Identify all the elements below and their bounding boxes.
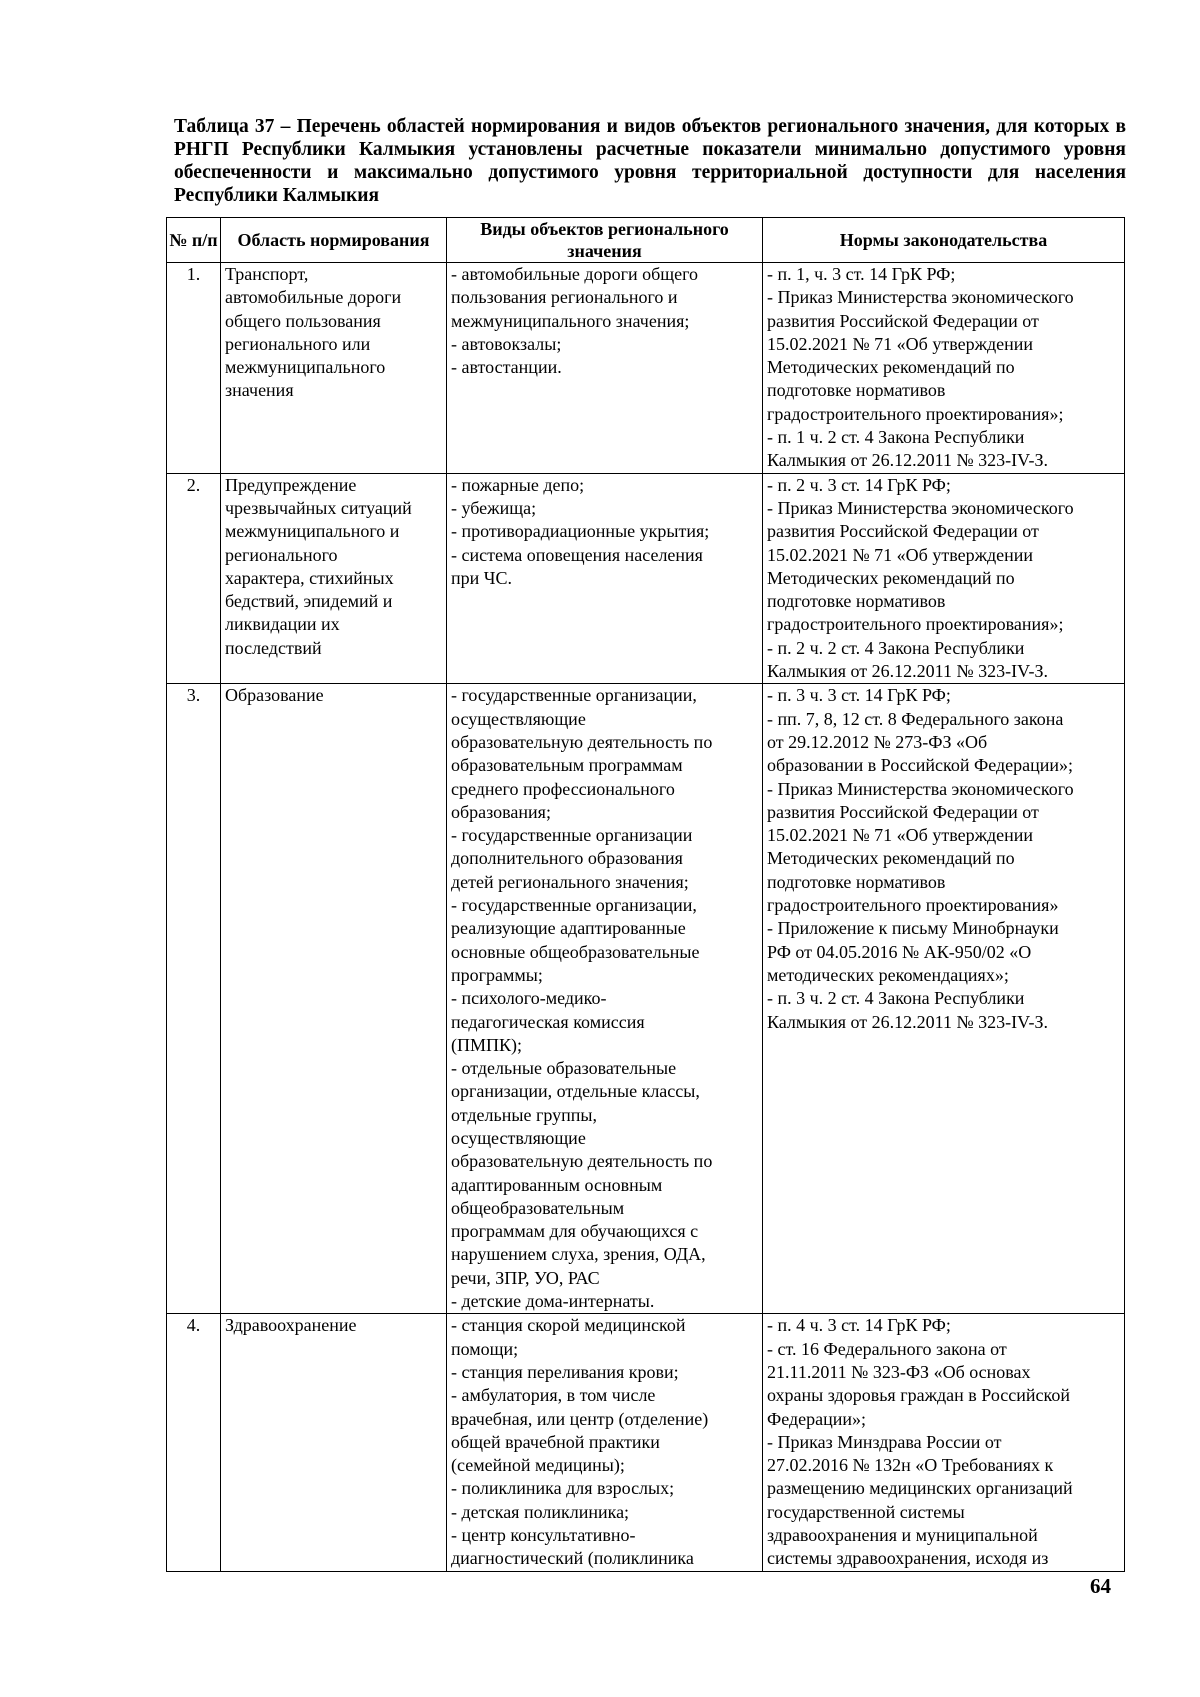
header-objects: Виды объектов регионального значения <box>447 218 763 263</box>
laws-line: Методических рекомендаций по <box>767 357 1015 378</box>
table-row <box>167 263 1125 474</box>
laws-line: 21.11.2011 № 323-ФЗ «Об основах <box>767 1361 1031 1382</box>
objects-line: организации, отдельные классы, <box>451 1081 700 1102</box>
laws-line: 15.02.2021 № 71 «Об утверждении <box>767 825 1034 846</box>
area-line: автомобильные дороги <box>225 287 402 308</box>
laws-line: - п. 4 ч. 3 ст. 14 ГрК РФ; <box>767 1315 951 1336</box>
objects-line: помощи; <box>451 1338 519 1359</box>
laws-line: системы здравоохранения, исходя из <box>767 1548 1049 1569</box>
objects-line: - детские дома-интернаты. <box>451 1291 655 1312</box>
laws-line: Калмыкия от 26.12.2011 № 323-IV-З. <box>767 1011 1049 1032</box>
area-line: значения <box>225 380 294 401</box>
regulation-table <box>166 217 1125 1572</box>
objects-line: программы; <box>451 964 543 985</box>
laws-line: развития Российской Федерации от <box>767 310 1039 331</box>
objects-line: нарушением слуха, зрения, ОДА, <box>451 1244 706 1265</box>
laws-line: 27.02.2016 № 132н «О Требованиях к <box>767 1455 1054 1476</box>
row-number: 2. <box>167 473 221 684</box>
laws-line: Методических рекомендаций по <box>767 567 1015 588</box>
table-row <box>167 1314 1125 1571</box>
objects-line: педагогическая комиссия <box>451 1011 645 1032</box>
laws-line: - Приказ Министерства экономического <box>767 497 1074 518</box>
objects-line: основные общеобразовательные <box>451 941 700 962</box>
area-cell <box>221 684 447 1314</box>
area-line: характера, стихийных <box>225 567 394 588</box>
header-num: № п/п <box>167 218 221 263</box>
laws-cell <box>763 1314 1125 1571</box>
laws-line: РФ от 04.05.2016 № АК-950/02 «О <box>767 941 1032 962</box>
objects-line: образовательную деятельность по <box>451 1151 713 1172</box>
laws-line: Калмыкия от 26.12.2011 № 323-IV-З. <box>767 450 1049 471</box>
area-line: общего пользования <box>225 310 381 331</box>
laws-line: - п. 3 ч. 2 ст. 4 Закона Республики <box>767 988 1025 1009</box>
laws-line: - п. 1 ч. 2 ст. 4 Закона Республики <box>767 427 1025 448</box>
laws-line: градостроительного проектирования»; <box>767 614 1064 635</box>
laws-line: размещению медицинских организаций <box>767 1478 1073 1499</box>
laws-line: Методических рекомендаций по <box>767 848 1015 869</box>
objects-line: - автовокзалы; <box>451 333 562 354</box>
row-number: 4. <box>167 1314 221 1571</box>
laws-line: - п. 3 ч. 3 ст. 14 ГрК РФ; <box>767 685 951 706</box>
laws-line: Калмыкия от 26.12.2011 № 323-IV-З. <box>767 661 1049 682</box>
laws-line: градостроительного проектирования» <box>767 895 1059 916</box>
header-area: Область нормирования <box>221 218 447 263</box>
objects-line: пользования регионального и <box>451 287 678 308</box>
header-laws: Нормы законодательства <box>763 218 1125 263</box>
area-line: межмуниципального <box>225 357 386 378</box>
objects-line: дополнительного образования <box>451 848 683 869</box>
laws-line: охраны здоровья граждан в Российской <box>767 1385 1070 1406</box>
objects-line: общей врачебной практики <box>451 1431 660 1452</box>
row-number: 3. <box>167 684 221 1314</box>
objects-line: - пожарные депо; <box>451 474 585 495</box>
area-line: Транспорт, <box>225 264 309 284</box>
area-cell <box>221 263 447 474</box>
laws-line: - Приказ Минздрава России от <box>767 1431 1002 1452</box>
objects-line: - станция скорой медицинской <box>451 1315 686 1336</box>
laws-line: - пп. 7, 8, 12 ст. 8 Федерального закона <box>767 708 1064 729</box>
laws-line: Федерации»; <box>767 1408 867 1429</box>
objects-line: речи, ЗПР, УО, РАС <box>451 1267 600 1288</box>
area-line: регионального <box>225 544 338 565</box>
table-header-row <box>167 218 1125 263</box>
objects-line: диагностический (поликлиника <box>451 1548 694 1569</box>
laws-cell <box>763 684 1125 1314</box>
laws-line: подготовке нормативов <box>767 871 946 892</box>
objects-line: адаптированным основным <box>451 1174 663 1195</box>
laws-line: - ст. 16 Федерального закона от <box>767 1338 1007 1359</box>
objects-cell <box>447 1314 763 1571</box>
laws-line: здравоохранения и муниципальной <box>767 1525 1038 1546</box>
area-cell <box>221 1314 447 1571</box>
area-line: бедствий, эпидемий и <box>225 591 393 612</box>
objects-line: отдельные группы, <box>451 1104 597 1125</box>
objects-line: межмуниципального значения; <box>451 310 690 331</box>
objects-cell <box>447 473 763 684</box>
laws-line: подготовке нормативов <box>767 380 946 401</box>
area-cell <box>221 473 447 684</box>
objects-line: (семейной медицины); <box>451 1455 625 1476</box>
laws-line: - Приложение к письму Минобрнауки <box>767 918 1059 939</box>
laws-line: - Приказ Министерства экономического <box>767 287 1074 308</box>
objects-line: среднего профессионального <box>451 778 675 799</box>
objects-line: - центр консультативно- <box>451 1525 636 1546</box>
laws-line: государственной системы <box>767 1501 965 1522</box>
laws-line: от 29.12.2012 № 273-ФЗ «Об <box>767 731 988 752</box>
area-line: межмуниципального и <box>225 521 400 542</box>
objects-cell <box>447 684 763 1314</box>
laws-line: - Приказ Министерства экономического <box>767 778 1074 799</box>
laws-line: - п. 2 ч. 2 ст. 4 Закона Республики <box>767 637 1025 658</box>
objects-line: детей регионального значения; <box>451 871 689 892</box>
area-line: последствий <box>225 637 322 658</box>
area-line: Предупреждение <box>225 474 357 495</box>
objects-line: - автостанции. <box>451 357 562 378</box>
table-row <box>167 684 1125 1314</box>
objects-line: - автомобильные дороги общего <box>451 264 699 284</box>
laws-line: 15.02.2021 № 71 «Об утверждении <box>767 333 1034 354</box>
objects-line: - психолого-медико- <box>451 988 607 1009</box>
area-line: регионального или <box>225 333 371 354</box>
table-caption: Таблица 37 – Перечень областей нормирования и видов объектов регионального значения, для которых в РНГП Республики Калмыкия установлены расчетные показатели минимально допустимого уровня обеспеченности и максимально допустимого уровня территориальной доступности для населения Республики Калмыкия <box>174 116 1126 206</box>
objects-line: - государственные организации, <box>451 895 697 916</box>
area-line: чрезвычайных ситуаций <box>225 497 412 518</box>
laws-line: методических рекомендациях»; <box>767 964 1009 985</box>
objects-line: осуществляющие <box>451 708 586 729</box>
laws-line: образовании в Российской Федерации»; <box>767 755 1074 776</box>
table-body <box>167 263 1125 1572</box>
area-line: Здравоохранение <box>225 1315 357 1336</box>
objects-line: (ПМПК); <box>451 1034 522 1055</box>
objects-line: - государственные организации <box>451 825 693 846</box>
laws-cell <box>763 473 1125 684</box>
objects-line: реализующие адаптированные <box>451 918 686 939</box>
objects-line: программам для обучающихся с <box>451 1221 699 1242</box>
table-row <box>167 473 1125 684</box>
objects-line: - государственные организации, <box>451 685 697 706</box>
area-line: Образование <box>225 685 324 706</box>
row-number: 1. <box>167 263 221 474</box>
laws-line: градостроительного проектирования»; <box>767 403 1064 424</box>
laws-line: - п. 1, ч. 3 ст. 14 ГрК РФ; <box>767 264 956 284</box>
objects-line: образования; <box>451 801 551 822</box>
laws-line: - п. 2 ч. 3 ст. 14 ГрК РФ; <box>767 474 951 495</box>
objects-line: - отдельные образовательные <box>451 1058 677 1079</box>
objects-line: при ЧС. <box>451 567 512 588</box>
page-number: 64 <box>1090 1574 1111 1598</box>
objects-line: общеобразовательным <box>451 1197 625 1218</box>
laws-line: подготовке нормативов <box>767 591 946 612</box>
objects-line: - станция переливания крови; <box>451 1361 679 1382</box>
laws-line: развития Российской Федерации от <box>767 521 1039 542</box>
laws-cell <box>763 263 1125 474</box>
objects-line: образовательным программам <box>451 755 683 776</box>
objects-cell <box>447 263 763 474</box>
objects-line: - противорадиационные укрытия; <box>451 521 710 542</box>
laws-line: развития Российской Федерации от <box>767 801 1039 822</box>
objects-line: - убежища; <box>451 497 537 518</box>
objects-line: образовательную деятельность по <box>451 731 713 752</box>
laws-line: 15.02.2021 № 71 «Об утверждении <box>767 544 1034 565</box>
objects-line: - поликлиника для взрослых; <box>451 1478 675 1499</box>
objects-line: - амбулатория, в том числе <box>451 1385 656 1406</box>
objects-line: - система оповещения населения <box>451 544 703 565</box>
area-line: ликвидации их <box>225 614 340 635</box>
objects-line: - детская поликлиника; <box>451 1501 630 1522</box>
objects-line: осуществляющие <box>451 1127 586 1148</box>
objects-line: врачебная, или центр (отделение) <box>451 1408 709 1429</box>
